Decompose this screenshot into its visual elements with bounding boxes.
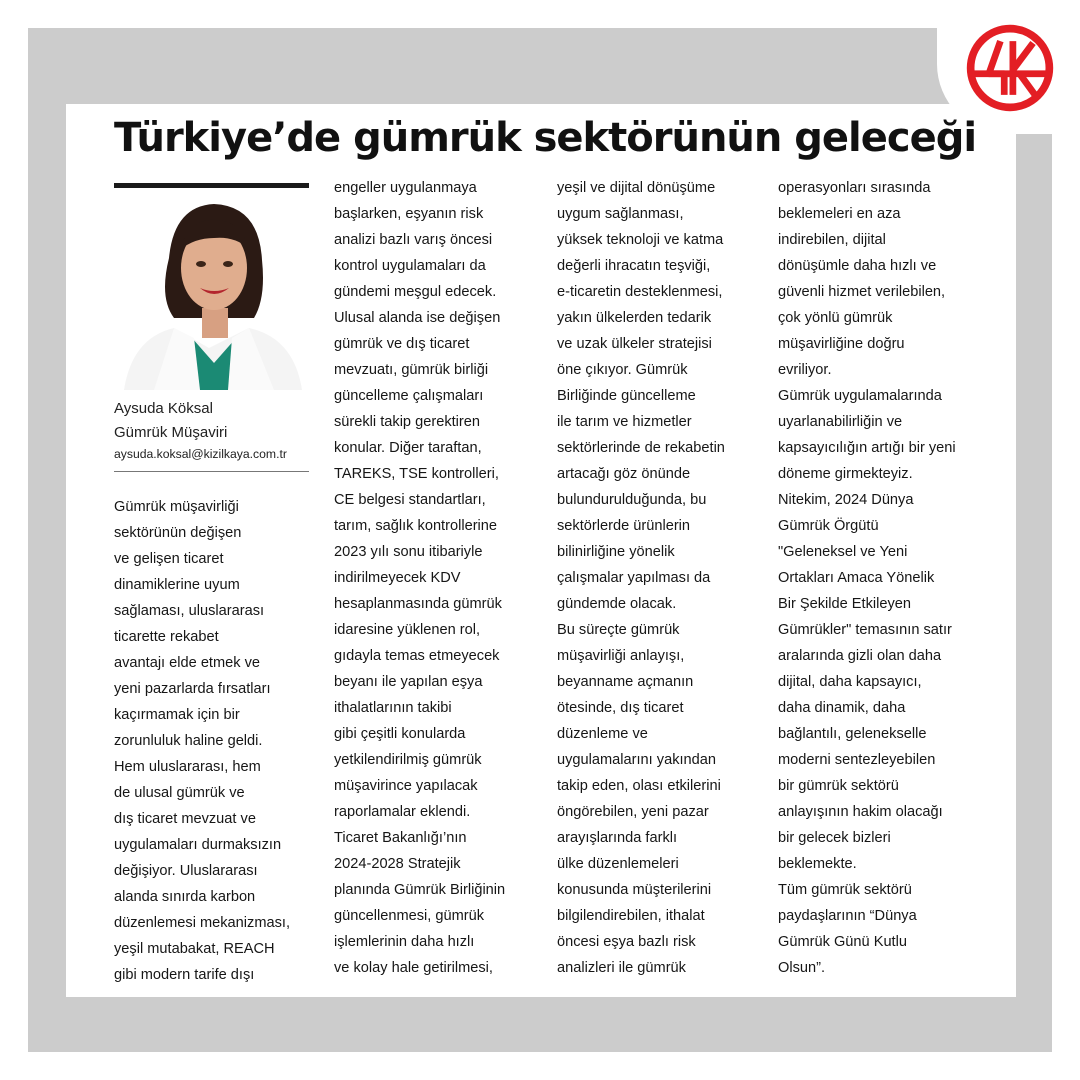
text-line: değişiyor. Uluslararası bbox=[114, 863, 258, 879]
text-line: güncellenmesi, gümrük bbox=[334, 908, 485, 924]
text-line: avantajı elde etmek ve bbox=[114, 655, 261, 671]
text-line: öngörebilen, yeni pazar bbox=[557, 804, 709, 820]
text-line: bilgilendirebilen, ithalat bbox=[557, 908, 705, 924]
text-line: uygum sağlanması, bbox=[557, 206, 684, 222]
text-line: dış ticaret mevzuat ve bbox=[114, 811, 256, 827]
author-name: Aysuda Köksal bbox=[114, 400, 213, 417]
text-line: Bir Şekilde Etkileyen bbox=[778, 596, 912, 612]
text-line: Ortakları Amaca Yönelik bbox=[778, 570, 935, 586]
text-line: Gümrük Örgütü bbox=[778, 518, 879, 534]
text-line: bir gelecek bizleri bbox=[778, 830, 891, 846]
text-line: Hem uluslararası, hem bbox=[114, 759, 261, 775]
author-photo bbox=[114, 188, 309, 390]
text-line: başlarken, eşyanın risk bbox=[334, 206, 484, 222]
text-line: işlemlerinin daha hızlı bbox=[334, 934, 475, 950]
text-line: operasyonları sırasında bbox=[778, 180, 931, 196]
text-line: Tüm gümrük sektörü bbox=[778, 882, 912, 898]
text-line: evriliyor. bbox=[778, 362, 832, 378]
text-line: 2023 yılı sonu itibariyle bbox=[334, 544, 483, 560]
text-line: indirilmeyecek KDV bbox=[334, 570, 461, 586]
article-column-2 bbox=[334, 175, 505, 981]
text-line: müşavirliğine doğru bbox=[778, 336, 905, 352]
text-line: moderni sentezleyebilen bbox=[778, 752, 936, 768]
text-line: CE belgesi standartları, bbox=[334, 492, 486, 508]
text-line: Nitekim, 2024 Dünya bbox=[778, 492, 914, 508]
article-column-3 bbox=[557, 175, 725, 981]
text-line: anlayışının hakim olacağı bbox=[778, 804, 943, 820]
text-line: Ulusal alanda ise değişen bbox=[334, 310, 501, 326]
text-line: Ticaret Bakanlığı’nın bbox=[334, 830, 467, 846]
text-line: öncesi eşya bazlı risk bbox=[557, 934, 696, 950]
text-line: sağlaması, uluslararası bbox=[114, 603, 265, 619]
text-line: beyanname açmanın bbox=[557, 674, 694, 690]
text-line: yüksek teknoloji ve katma bbox=[557, 232, 724, 248]
text-line: müşavirliği anlayışı, bbox=[557, 648, 685, 664]
text-line: sürekli takip gerektiren bbox=[334, 414, 481, 430]
text-line: Gümrük uygulamalarında bbox=[778, 388, 942, 404]
text-line: Birliğinde güncelleme bbox=[557, 388, 696, 404]
author-email[interactable]: aysuda.koksal@kizilkaya.com.tr bbox=[114, 447, 287, 461]
author-rule-bottom bbox=[114, 471, 309, 472]
text-line: konular. Diğer taraftan, bbox=[334, 440, 482, 456]
text-line: ithalatlarının takibi bbox=[334, 700, 452, 716]
text-line: bağlantılı, gelenekselle bbox=[778, 726, 927, 742]
text-line: daha dinamik, daha bbox=[778, 700, 906, 716]
text-line: 2024-2028 Stratejik bbox=[334, 856, 461, 872]
text-line: kapsayıcılığın artığı bir yeni bbox=[778, 440, 956, 456]
text-line: tarım, sağlık kontrollerine bbox=[334, 518, 498, 534]
text-line: kaçırmamak için bir bbox=[114, 707, 240, 723]
text-line: düzenlemesi mekanizması, bbox=[114, 915, 291, 931]
text-line: beklemekte. bbox=[778, 856, 857, 872]
text-line: analizleri ile gümrük bbox=[557, 960, 686, 976]
text-line: arayışlarında farklı bbox=[557, 830, 678, 846]
text-line: yetkilendirilmiş gümrük bbox=[334, 752, 482, 768]
text-line: düzenleme ve bbox=[557, 726, 648, 742]
text-line: gümrük ve dış ticaret bbox=[334, 336, 470, 352]
text-line: sektörünün değişen bbox=[114, 525, 242, 541]
text-line: bilinirliğine yönelik bbox=[557, 544, 675, 560]
text-line: ve kolay hale getirilmesi, bbox=[334, 960, 493, 976]
text-line: yeşil ve dijital dönüşüme bbox=[557, 180, 716, 196]
text-line: çalışmalar yapılması da bbox=[557, 570, 711, 586]
text-line: aralarında gizli olan daha bbox=[778, 648, 942, 664]
text-line: dönüşümle daha hızlı ve bbox=[778, 258, 937, 274]
text-line: takip eden, olası etkilerini bbox=[557, 778, 721, 794]
text-line: bulundurulduğunda, bu bbox=[557, 492, 707, 508]
text-line: gıdayla temas etmeyecek bbox=[334, 648, 500, 664]
text-line: TAREKS, TSE kontrolleri, bbox=[334, 466, 499, 482]
text-line: mevzuatı, gümrük birliği bbox=[334, 362, 489, 378]
text-line: indirebilen, dijital bbox=[778, 232, 886, 248]
text-line: gündemi meşgul edecek. bbox=[334, 284, 497, 300]
logo-icon bbox=[962, 20, 1058, 116]
text-line: kontrol uygulamaları da bbox=[334, 258, 486, 274]
text-line: gündemde olacak. bbox=[557, 596, 677, 612]
text-line: yakın ülkelerden tedarik bbox=[557, 310, 712, 326]
text-line: ticarette rekabet bbox=[114, 629, 219, 645]
text-line: değerli ihracatın teşviği, bbox=[557, 258, 711, 274]
text-line: dijital, daha kapsayıcı, bbox=[778, 674, 922, 690]
text-line: idaresine yüklenen rol, bbox=[334, 622, 481, 638]
text-line: ve uzak ülkeler stratejisi bbox=[557, 336, 712, 352]
text-line: gibi çeşitli konularda bbox=[334, 726, 466, 742]
text-line: ötesinde, dış ticaret bbox=[557, 700, 684, 716]
text-line: Gümrük müşavirliği bbox=[114, 499, 239, 515]
text-line: beklemeleri en aza bbox=[778, 206, 901, 222]
text-line: paydaşlarının “Dünya bbox=[778, 908, 917, 924]
text-line: öne çıkıyor. Gümrük bbox=[557, 362, 688, 378]
text-line: yeni pazarlarda fırsatları bbox=[114, 681, 271, 697]
text-line: güncelleme çalışmaları bbox=[334, 388, 484, 404]
text-line: engeller uygulanmaya bbox=[334, 180, 477, 196]
article-column-4 bbox=[778, 175, 956, 981]
text-line: uygulamaları durmaksızın bbox=[114, 837, 282, 853]
text-line: beyanı ile yapılan eşya bbox=[334, 674, 483, 690]
text-line: artacağı göz önünde bbox=[557, 466, 691, 482]
text-line: analizi bazlı varış öncesi bbox=[334, 232, 493, 248]
text-line: alanda sınırda karbon bbox=[114, 889, 256, 905]
text-line: ülke düzenlemeleri bbox=[557, 856, 679, 872]
text-line: konusunda müşterilerini bbox=[557, 882, 712, 898]
text-line: uygulamalarını yakından bbox=[557, 752, 717, 768]
text-line: çok yönlü gümrük bbox=[778, 310, 893, 326]
text-line: raporlamalar eklendi. bbox=[334, 804, 471, 820]
text-line: Olsun”. bbox=[778, 960, 826, 976]
text-line: Gümrük Günü Kutlu bbox=[778, 934, 907, 950]
text-line: "Geleneksel ve Yeni bbox=[778, 544, 908, 560]
text-line: de ulusal gümrük ve bbox=[114, 785, 245, 801]
text-line: e-ticaretin desteklenmesi, bbox=[557, 284, 723, 300]
text-line: ve gelişen ticaret bbox=[114, 551, 224, 567]
author-title: Gümrük Müşaviri bbox=[114, 424, 228, 441]
text-line: zorunluluk haline geldi. bbox=[114, 733, 263, 749]
text-line: sektörlerinde de rekabetin bbox=[557, 440, 725, 456]
text-line: yeşil mutabakat, REACH bbox=[114, 941, 275, 957]
text-line: gibi modern tarife dışı bbox=[114, 967, 255, 983]
text-line: Gümrükler" temasının satır bbox=[778, 622, 952, 638]
text-line: döneme girmekteyiz. bbox=[778, 466, 913, 482]
article-column-1 bbox=[114, 494, 290, 988]
text-line: ile tarım ve hizmetler bbox=[557, 414, 692, 430]
article-title: Türkiye’de gümrük sektörünün geleceği bbox=[114, 115, 977, 161]
text-line: planında Gümrük Birliğinin bbox=[334, 882, 506, 898]
text-line: bir gümrük sektörü bbox=[778, 778, 899, 794]
text-line: dinamiklerine uyum bbox=[114, 577, 240, 593]
text-line: müşavirince yapılacak bbox=[334, 778, 478, 794]
text-line: Bu süreçte gümrük bbox=[557, 622, 680, 638]
text-line: uyarlanabilirliğin ve bbox=[778, 414, 903, 430]
text-line: sektörlerde ürünlerin bbox=[557, 518, 691, 534]
text-line: hesaplanmasında gümrük bbox=[334, 596, 502, 612]
text-line: güvenli hizmet verilebilen, bbox=[778, 284, 946, 300]
